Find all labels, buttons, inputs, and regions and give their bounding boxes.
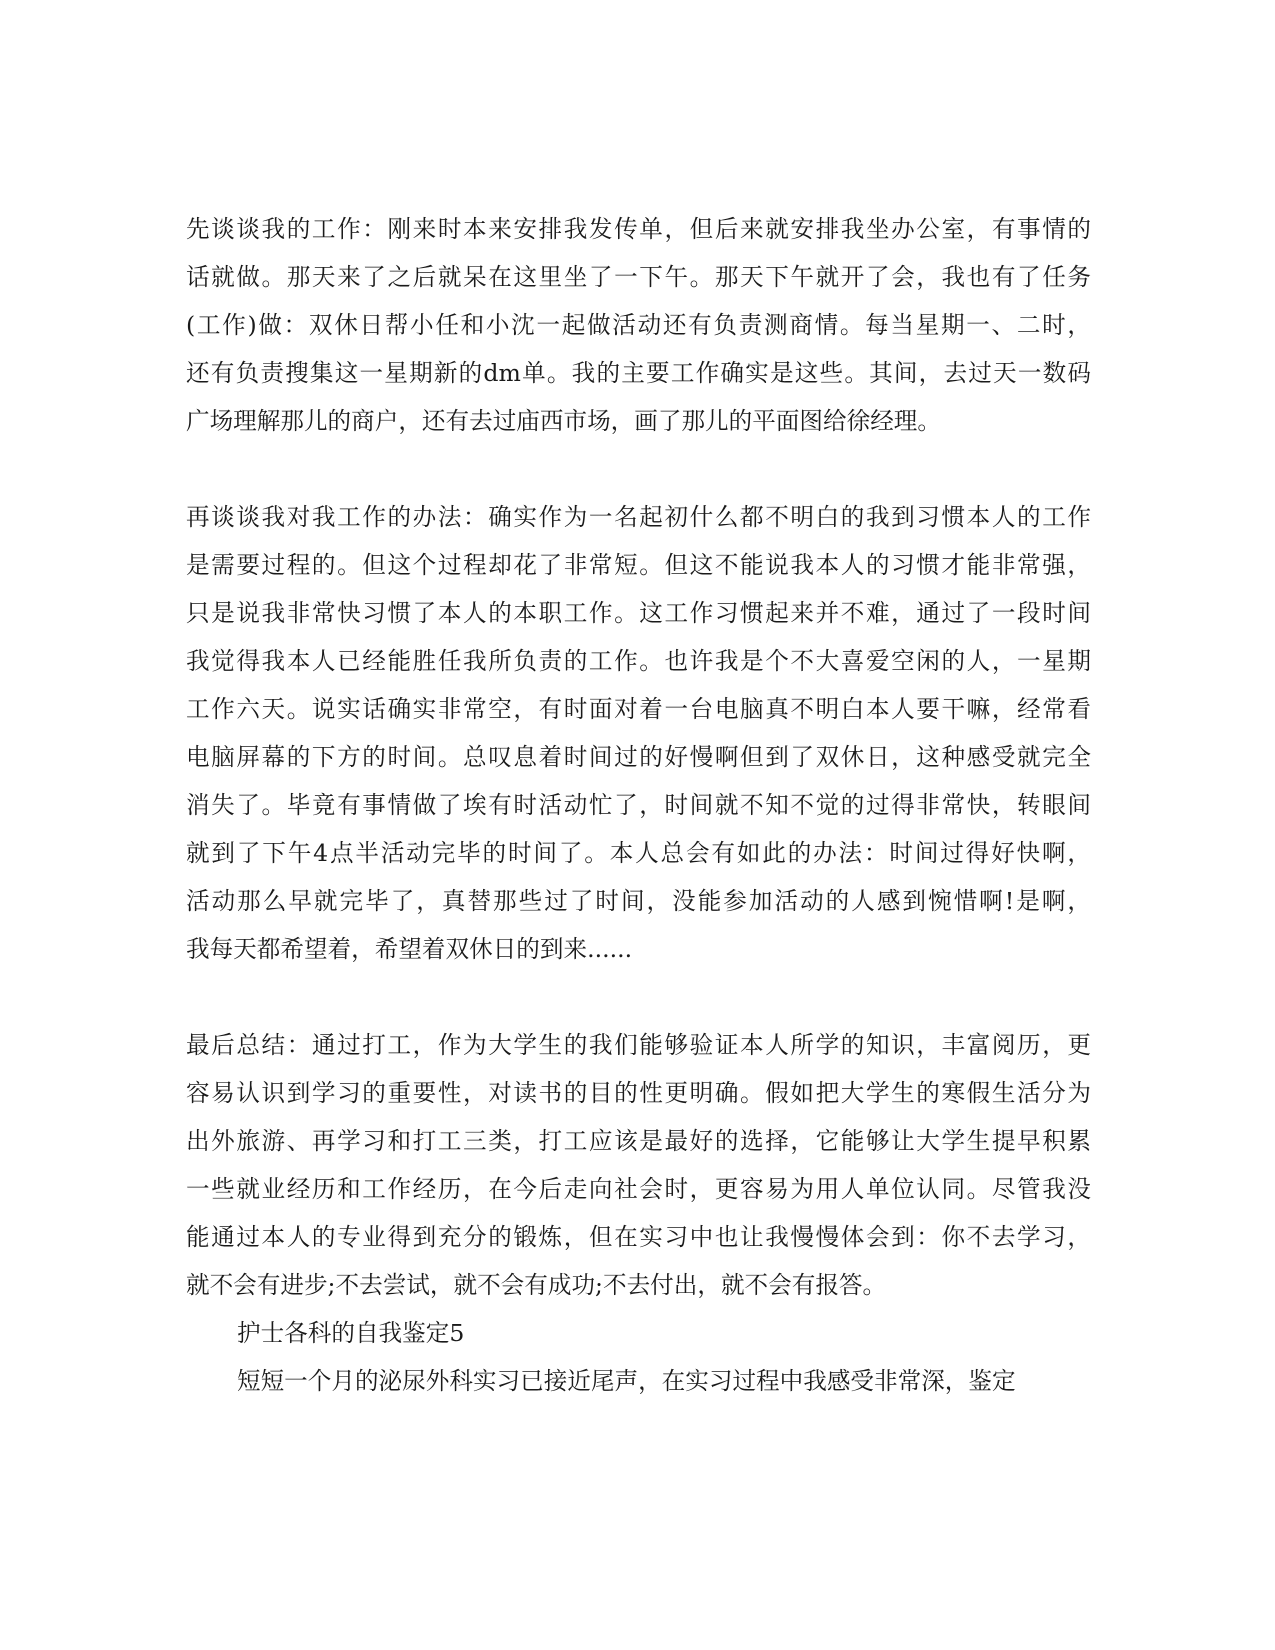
text-line: (工作)做：双休日帮小任和小沈一起做活动还有负责测商情。每当星期一、二时， bbox=[186, 311, 1091, 339]
text-line: 是需要过程的。但这个过程却花了非常短。但这不能说我本人的习惯才能非常强， bbox=[186, 551, 1091, 579]
section-heading: 护士各科的自我鉴定5 bbox=[237, 1319, 465, 1347]
text-line: 出外旅游、再学习和打工三类，打工应该是最好的选择，它能够让大学生提早积累 bbox=[186, 1127, 1091, 1155]
paragraph-approach bbox=[186, 493, 1091, 973]
paragraph-gap bbox=[186, 445, 1091, 493]
text-line: 一些就业经历和工作经历，在今后走向社会时，更容易为用人单位认同。尽管我没 bbox=[186, 1175, 1091, 1203]
text-line: 能通过本人的专业得到充分的锻炼，但在实习中也让我慢慢体会到：你不去学习， bbox=[186, 1223, 1091, 1251]
text-line: 我觉得我本人已经能胜任我所负责的工作。也许我是个不大喜爱空闲的人，一星期 bbox=[186, 647, 1091, 675]
text-line: 最后总结：通过打工，作为大学生的我们能够验证本人所学的知识，丰富阅历，更 bbox=[186, 1031, 1091, 1059]
document-body bbox=[186, 205, 1091, 1405]
text-line: 只是说我非常快习惯了本人的本职工作。这工作习惯起来并不难，通过了一段时间 bbox=[186, 599, 1091, 627]
paragraph-summary bbox=[186, 1021, 1091, 1309]
paragraph-work bbox=[186, 205, 1091, 445]
text-line: 话就做。那天来了之后就呆在这里坐了一下午。那天下午就开了会，我也有了任务 bbox=[186, 263, 1091, 291]
text-line: 先谈谈我的工作：刚来时本来安排我发传单，但后来就安排我坐办公室，有事情的 bbox=[186, 215, 1091, 243]
text-line: 再谈谈我对我工作的办法：确实作为一名起初什么都不明白的我到习惯本人的工作 bbox=[186, 503, 1091, 531]
text-line: 消失了。毕竟有事情做了埃有时活动忙了，时间就不知不觉的过得非常快，转眼间 bbox=[186, 791, 1091, 819]
text-line: 广场理解那儿的商户，还有去过庙西市场，画了那儿的平面图给徐经理。 bbox=[186, 407, 941, 435]
text-line: 我每天都希望着，希望着双休日的到来...... bbox=[186, 935, 633, 963]
text-line: 活动那么早就完毕了，真替那些过了时间，没能参加活动的人感到惋惜啊!是啊， bbox=[186, 887, 1091, 915]
text-line: 就不会有进步;不去尝试，就不会有成功;不去付出，就不会有报答。 bbox=[186, 1271, 887, 1299]
text-line: 工作六天。说实话确实非常空，有时面对着一台电脑真不明白本人要干嘛，经常看 bbox=[186, 695, 1091, 723]
paragraph-gap bbox=[186, 973, 1091, 1021]
text-line: 电脑屏幕的下方的时间。总叹息着时间过的好慢啊但到了双休日，这种感受就完全 bbox=[186, 743, 1091, 771]
text-line: 还有负责搜集这一星期新的dm单。我的主要工作确实是这些。其间，去过天一数码 bbox=[186, 359, 1091, 387]
text-line: 就到了下午4点半活动完毕的时间了。本人总会有如此的办法：时间过得好快啊， bbox=[186, 839, 1091, 867]
text-line: 短短一个月的泌尿外科实习已接近尾声，在实习过程中我感受非常深，鉴定 bbox=[237, 1367, 1016, 1395]
text-line: 容易认识到学习的重要性，对读书的目的性更明确。假如把大学生的寒假生活分为 bbox=[186, 1079, 1091, 1107]
